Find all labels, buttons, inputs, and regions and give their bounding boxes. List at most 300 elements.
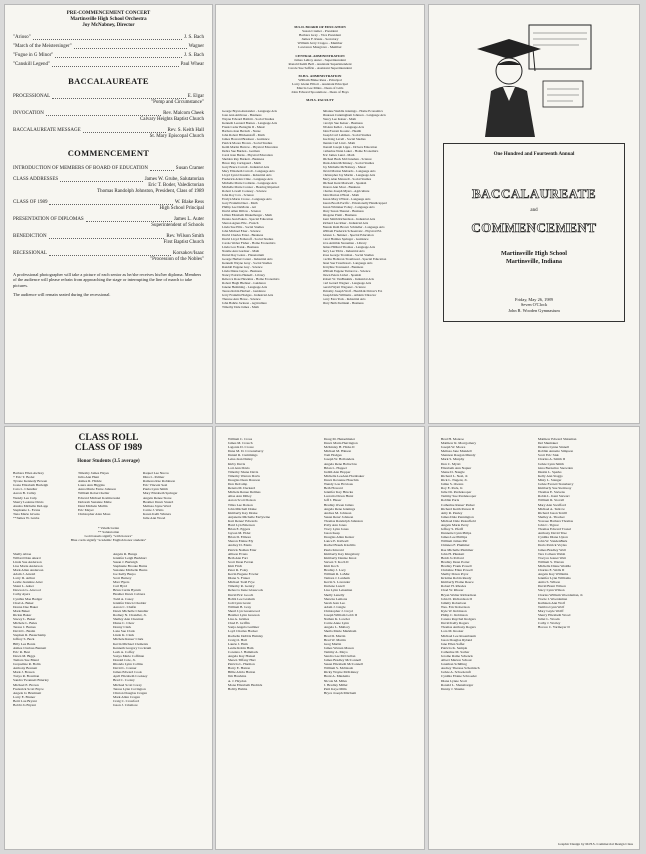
concert-piece-leader bbox=[52, 62, 179, 67]
cover-title-box bbox=[443, 143, 625, 322]
graduate-name: Kristine Robin Ready bbox=[440, 576, 472, 581]
graduate-name: Jennifer Kay Hrucka bbox=[323, 490, 353, 495]
graduate-name: Tara Colleen Walsh bbox=[537, 551, 566, 556]
graduate-name: Jerome Rame Schenck bbox=[440, 653, 473, 658]
graduate-name: Michele Renee' Clark bbox=[112, 637, 144, 642]
graduate-name: Michael Dale Pesterfield bbox=[440, 518, 476, 523]
graduate-name: Shelby Dawn Pryor bbox=[440, 572, 469, 577]
concert-list bbox=[13, 35, 204, 68]
graduate-name: Barry E. Hatton bbox=[227, 666, 251, 671]
concert-heading bbox=[13, 11, 204, 29]
faculty-member: George Bryan Alexander - Language Arts bbox=[222, 108, 277, 113]
graduate-name: Rodney N. Chandler, Jr. bbox=[112, 612, 147, 617]
event-detail-line: John R. Wooden Gymnasium bbox=[508, 307, 560, 313]
graduate-name: Brian D. Elmore bbox=[227, 535, 252, 540]
faculty-member: Jerry Franklin Hodges - Industrial Arts bbox=[222, 292, 274, 297]
graduate-name: Richard L. Neal, Jr. bbox=[440, 473, 469, 478]
graduate-name: Matthew Edward Shireman bbox=[537, 437, 577, 441]
graduate-name: Angela R. Bunge bbox=[112, 551, 138, 556]
orchestra-name: Martinsville High School Orchestra bbox=[70, 17, 147, 22]
commencement-row-leader bbox=[60, 177, 143, 182]
graduate-name: Billie Alicia Hatton bbox=[227, 670, 256, 675]
graduate-name: Patti Kaye Mills bbox=[323, 686, 347, 691]
graduate-name: Willard Dale Akard bbox=[13, 555, 41, 560]
graduate-name: Jane Ellen Saffer bbox=[440, 641, 465, 646]
graduate-name: Cynthia Elaine Schroeder bbox=[440, 674, 477, 679]
honor-student: Dina L. Palmer bbox=[142, 475, 165, 480]
graduate-name: Carena Ruychel Rodgers bbox=[440, 617, 476, 622]
commencement-row-label: INTRODUCTION OF MEMBERS OF BOARD OF EDUCATION bbox=[13, 166, 149, 171]
graduate-name: Darlene Lazell bbox=[323, 584, 345, 589]
graduate-name: Christine Ellen Powell bbox=[440, 568, 473, 572]
event-detail-line: Seven O'Clock bbox=[520, 302, 548, 308]
faculty-member: Mark Allen McKinney - Social Studies bbox=[322, 160, 375, 165]
graduate-name: Dana M. D. Crownsberry bbox=[227, 449, 264, 454]
graduate-name: Scott Dean Ferran bbox=[227, 559, 254, 564]
commencement-row-leader bbox=[49, 234, 165, 239]
graduate-name: Cynthia Diane Upton bbox=[537, 535, 568, 540]
graduate-name: Chad W. Rhorer bbox=[440, 588, 464, 593]
faculty-member: Carole Weber Fisher - Home Economics bbox=[222, 240, 276, 245]
graduate-name: Lisa A. Grimes bbox=[227, 617, 250, 622]
graduate-name: Marc Byers bbox=[112, 580, 130, 585]
graduate-name: Leisa Jean Dailey bbox=[227, 457, 253, 462]
graduate-name: Stephanie Brooke Burns bbox=[112, 563, 148, 568]
honor-student: Carrie J. Watts bbox=[142, 507, 164, 512]
faculty-heading: M.H.S. FACULTY bbox=[306, 98, 334, 103]
graduate-name: Kari Renee' Edwards bbox=[227, 518, 258, 523]
concert-piece bbox=[13, 53, 204, 59]
graduate-name: Kimberly Elaine Reece bbox=[440, 580, 474, 585]
graduate-name: Gina Bernalice Snowden bbox=[537, 465, 573, 470]
graduate-name: Leslie Robin Ham bbox=[227, 645, 254, 650]
baccalaureate-row-value: Rev. Malcom Cheek bbox=[163, 111, 204, 116]
faculty-member: Catherine Nann Luker - Home Economics bbox=[322, 148, 379, 153]
honor-student: Paula Lynn Smith bbox=[142, 487, 168, 492]
concert-piece-leader bbox=[74, 44, 187, 49]
graduate-name: Bryan Walter Richardson bbox=[440, 592, 477, 597]
graduate-name: Rebecca Irene Glasscock bbox=[227, 588, 264, 593]
honor-student: Wendy Lea Culp bbox=[13, 495, 37, 500]
faculty-member: Donald Joseph Lipps - Drivers Education bbox=[322, 144, 378, 149]
honor-student: Edward Michael Kominowski bbox=[77, 495, 121, 500]
graduate-name: Michelle Diane Weddle bbox=[537, 563, 571, 568]
graduate-name: Jim Hawkins bbox=[227, 674, 247, 679]
graduate-name: James Lee Phillips bbox=[440, 535, 468, 540]
graduate-name: Kyle W. Robinson bbox=[440, 608, 467, 613]
honor-student: Alesha Michelle DeLapp bbox=[13, 503, 49, 508]
honor-column bbox=[13, 471, 74, 520]
faculty-member: Brenda Ruth Brown Schindler - Language Arts bbox=[322, 224, 385, 229]
graduate-name: Tammy Sue Pardekooper bbox=[440, 494, 477, 499]
concert-piece bbox=[13, 44, 204, 50]
faculty-member: Rosa George Troxman - Social Studies bbox=[322, 252, 374, 257]
graduate-name: Tambra Lynn Wolf bbox=[537, 604, 565, 609]
graduate-name: Chinnea F. Plummer bbox=[440, 543, 470, 548]
graduate-name: Jackie Lynn Smith bbox=[537, 461, 564, 466]
graduate-name: Brian Curtis Byrum bbox=[112, 588, 141, 593]
graduate-name: Catherine M. Sarber bbox=[440, 649, 470, 654]
graduate-name: Tracyce Jeanet Watt bbox=[537, 555, 566, 560]
graduate-name: Robert H. Rhodes bbox=[440, 584, 467, 589]
graduate-name: Diana Lynne Scott bbox=[440, 678, 467, 683]
graduate-name: Thomas E. Stevens bbox=[537, 490, 565, 495]
graduate-name: Larry E. Bruner bbox=[13, 694, 36, 699]
honor-student: Raquel Lee Nucos bbox=[142, 471, 169, 475]
graduate-name: Kevin Michael Clements bbox=[112, 641, 148, 646]
graduate-name: Dustin L. Sparks bbox=[537, 469, 562, 474]
graduate-name: William S. Warren bbox=[537, 559, 564, 564]
cover-title-commencement: COMMENCEMENT bbox=[471, 220, 597, 235]
graduate-name: William C. Cross bbox=[227, 437, 253, 441]
honor-student: Timothy James Hayes bbox=[77, 471, 109, 475]
commencement-subline: "Procession of the Nobles" bbox=[150, 257, 204, 262]
graduate-name: Kim Fitch bbox=[227, 563, 243, 568]
graduate-name: Bradley Dean Porter bbox=[440, 559, 470, 564]
faculty-member: Carolyn Sue Keiser - Business bbox=[322, 120, 363, 125]
faculty-member: David Marion Mebards - Language Arts bbox=[322, 168, 376, 173]
mortarboard-icon bbox=[477, 39, 541, 59]
graduate-name: Juliet L. Woods bbox=[537, 617, 560, 622]
graduate-name: Angela Kay Hansel bbox=[227, 653, 256, 658]
graduate-name: Tracy Lynn Jones bbox=[323, 527, 349, 532]
cover-panel bbox=[428, 4, 640, 424]
graduate-name: Julie Di. Pardekooper bbox=[440, 490, 472, 495]
faculty-member: Linda Lou Frank - Business bbox=[222, 244, 259, 249]
baccalaureate-row-label: BACCALAUREATE MESSAGE bbox=[13, 128, 81, 133]
faculty-member: John Marion O'Neal - Math bbox=[322, 192, 359, 197]
graduate-name: Todd A. Casey bbox=[112, 596, 134, 601]
graduate-name: Richard Keith Parson II bbox=[440, 506, 475, 511]
graduate-name: Don C. Myrzi bbox=[440, 461, 461, 466]
commencement-item bbox=[13, 251, 204, 263]
board-member: Susan Cramer - President bbox=[302, 29, 338, 34]
graduate-name: Craig O. Hall bbox=[227, 637, 247, 642]
graduate-name: Heidi Jo Pollard bbox=[440, 555, 464, 560]
graduate-name: Jackie Everett Stansberry bbox=[537, 482, 574, 487]
honor-student: Julie Ann Wood bbox=[142, 516, 166, 521]
graduate-name: Lana Sue Clark bbox=[112, 629, 135, 634]
graduate-illustration bbox=[469, 19, 599, 137]
graduate-name: Rachel Bourk Kischlis bbox=[323, 543, 356, 548]
graduate-name: Lisa Lynn Leissman bbox=[323, 588, 353, 593]
graduate-name: Jeff J. Huser bbox=[323, 498, 342, 503]
graduate-name: Brad H. Monroe bbox=[440, 437, 464, 441]
graduate-name: Angela Rene Jennings bbox=[323, 506, 356, 511]
graduate-name: Leah A. Coffey bbox=[112, 649, 135, 654]
graduate-name: Greg Martin bbox=[323, 641, 342, 646]
graduate-name: Joseph W. Hollanders bbox=[323, 457, 355, 462]
baccalaureate-row-label: INVOCATION bbox=[13, 111, 44, 116]
graduate-name: Michele Renee Delmas bbox=[227, 490, 261, 495]
concert-piece-label: "March of the Meistersinger" bbox=[13, 44, 72, 49]
graduate-name: Jodi Lynn Grant bbox=[227, 600, 251, 605]
graduate-name: Sherry Elizabeth Wood bbox=[537, 613, 571, 618]
graduate-name: Scott Buttery bbox=[112, 576, 132, 581]
graduate-name: Del Shumaker bbox=[537, 441, 558, 446]
graduate-name: Kim Koch bbox=[323, 563, 339, 568]
graduate-name: Eric R. Best bbox=[13, 649, 31, 654]
honor-student: Mary Elizabeth Springer bbox=[142, 491, 178, 496]
graduate-name: Heather Lynn Greeson bbox=[227, 613, 260, 618]
graduate-name: Kathleen Ann Wolf bbox=[537, 600, 565, 605]
commencement-subline: Thomas Randolph Johnston, President, Class of 1989 bbox=[97, 189, 204, 194]
graduate-name: Sheila Marie Markham bbox=[323, 629, 357, 634]
faculty-member: Michelle Marie Connor - Hearing Impaired bbox=[222, 184, 280, 189]
faculty-member: Phillip Lee DeMotte - Art bbox=[222, 204, 257, 209]
faculty-member: Darrel Ray Goins - Planetarium bbox=[222, 252, 264, 257]
graduate-name: David Kelly Rogers bbox=[440, 621, 469, 626]
faculty-member: Sharon Ann Most - Business bbox=[322, 184, 361, 189]
board-list bbox=[224, 29, 416, 49]
graduate-name: Daniel R. Cummings bbox=[227, 453, 258, 458]
graduate-name: David Brent Wilson bbox=[537, 584, 566, 589]
graduate-name: Melissa Jane Mundell bbox=[440, 449, 472, 454]
graduate-name: Nathan K. Lowder bbox=[323, 617, 350, 622]
graduate-name: Michael E. Brown bbox=[13, 682, 39, 687]
graduate-name: Jacqueline R. Bolin bbox=[13, 662, 41, 667]
graduate-roll-3 bbox=[437, 437, 631, 691]
faculty-member: Mary Elizabeth Carroll - Language Arts bbox=[222, 168, 275, 173]
photographer-notice: A professional photographer will take a picture of each senior as he/she receives his/her diploma. Members of the audience will please refrain from approaching the stage or interrupting the line of march to take pictures. bbox=[13, 272, 202, 288]
commencement-row-label: RECESSIONAL bbox=[13, 251, 47, 256]
graduate-name: Deanna Lynne Sinnell bbox=[537, 445, 569, 450]
faculty-member: Robert Lowell Cooksey - Science bbox=[222, 188, 267, 193]
faculty-member: Michael Buck McClanahan - Science bbox=[322, 156, 372, 161]
graduate-name: Betti Lou Bryant bbox=[13, 698, 37, 703]
graduate-name: Judith Ann Hopper bbox=[323, 469, 351, 474]
faculty-member: Larry Ezra York - Industrial Arts bbox=[322, 296, 366, 301]
faculty-member: Sharon Agnes Elle - French bbox=[222, 220, 259, 225]
graduate-name: Timothy R. Gentry bbox=[227, 584, 255, 589]
baccalaureate-subline: "Pomp and Circumstance" bbox=[151, 100, 204, 105]
graduate-name: Aimee Clarissa Bennett bbox=[13, 645, 47, 650]
graduate-name: Horace C. Yarmeyer II bbox=[537, 625, 570, 630]
faculty-member: Linda Sue Ellis - Social Studies bbox=[222, 224, 264, 229]
faculty-list bbox=[216, 109, 424, 309]
graduate-name: David L. Bastin bbox=[13, 629, 36, 634]
graduate-name: Susan Rene' Johnson bbox=[323, 514, 354, 519]
faculty-member: John Roy Cox - Science bbox=[222, 192, 254, 197]
graduate-name: Peter R. Foley bbox=[227, 568, 248, 572]
graduate-name: Lucretia Dawn Hurst bbox=[323, 494, 354, 499]
graduate-name: Jamie S. Owens bbox=[440, 482, 464, 487]
diploma-scroll-icon bbox=[529, 25, 591, 69]
graduate-name: Michael A. Tedrow bbox=[537, 506, 565, 511]
board-member: Lawrence Musgrave - Member bbox=[298, 45, 342, 50]
legend-line: Blue cords signify "academic English honor students" bbox=[70, 538, 147, 543]
faculty-member: Michelle Marie Coddens - Language Arts bbox=[222, 180, 277, 185]
mhs-admin-heading: M.H.S. ADMINISTRATION bbox=[298, 73, 342, 78]
graduate-name: Bradley J. Lacy bbox=[323, 568, 346, 572]
graduate-name: Jennifer Leigh Burkhart bbox=[112, 555, 147, 560]
honor-student: Aimee R. Hickle bbox=[77, 479, 102, 484]
graduate-name: Aaron C. Chafin bbox=[112, 604, 137, 609]
graduate-name: Sonya Marie Coffman bbox=[112, 653, 145, 658]
faculty-member: Dawn Peters Uebel - Spanish bbox=[322, 272, 362, 277]
graduate-name: Michael Lee Rosenbaum bbox=[440, 633, 476, 638]
faculty-member: Randall Eugene Guy - Science bbox=[222, 264, 263, 269]
faculty-member: Susan Mary O'Neal - Language Arts bbox=[322, 196, 371, 201]
honor-student: Cara L. Chandler bbox=[13, 487, 38, 492]
commencement-item bbox=[13, 166, 204, 172]
honor-student: Laura Ann Higgins bbox=[77, 483, 105, 488]
graduate-roll bbox=[13, 552, 204, 708]
commencement-subline: First Baptist Church bbox=[163, 240, 204, 245]
graduate-name: Anthony David True bbox=[537, 531, 567, 536]
honor-student: Tyrone Kennedy Bowen bbox=[13, 479, 48, 484]
graduate-name: Bobbi Jo Bryant bbox=[13, 702, 36, 707]
faculty-member: Lloyd Lynn Chastain - Industrial Arts bbox=[222, 172, 272, 177]
honor-student: Ramona Rae Robinson bbox=[142, 479, 176, 484]
graduate-name: Audrey Therese Schomisch bbox=[440, 666, 480, 671]
graduate-name: William R. Stovall bbox=[537, 498, 565, 503]
graduate-name: Paula Kincaid bbox=[323, 547, 344, 552]
faculty-member: Therese Ann Howe - Science bbox=[222, 296, 261, 301]
commencement-heading: COMMENCEMENT bbox=[67, 148, 150, 158]
graduate-name: Andrey D. Ennis bbox=[227, 543, 252, 548]
faculty-member: Timothy Joseph Wolf - Health & Driver's Ed. bbox=[322, 288, 383, 293]
admin-member: James LeRoy Auter - Superintendent bbox=[294, 57, 346, 62]
graduate-name: Sandra Lee McClellan bbox=[323, 653, 356, 658]
graduate-name: Anjanette Michelle Earlywine bbox=[227, 514, 271, 519]
graduate-name: Lance E. Kidwell bbox=[323, 539, 349, 544]
graduate-name: Shannon Raegan Mundy bbox=[440, 453, 476, 458]
graduate-name: Dawn Roxanne Houchin bbox=[323, 477, 359, 482]
faculty-member: Debra Sue Burden - German bbox=[222, 148, 260, 153]
faculty-member: Joseph Carl Lehman - Social Studies bbox=[322, 132, 372, 137]
graduate-name: Jason Douglas Ryland bbox=[440, 637, 473, 642]
graduate-name: Charles E. Wells II bbox=[537, 568, 565, 572]
graduate-name: Robin L. Kent Stewart bbox=[537, 494, 570, 499]
graduate-name: Brad C. Cooley bbox=[112, 678, 135, 683]
graduate-name: Mark J. Bowen bbox=[13, 670, 35, 675]
central-admin-list bbox=[224, 58, 416, 70]
graduate-name: Donny Clark bbox=[112, 625, 132, 630]
faculty-member: Michael Kent Maxwell - Spanish bbox=[322, 180, 367, 185]
graduate-name: Rachelle DeDris Hainley bbox=[227, 633, 264, 638]
graduate-name: Angela Jo Brumnett bbox=[13, 690, 42, 695]
faculty-member: Lillian Elizabeth Dinkelberger - Math bbox=[222, 212, 272, 217]
graduate-name: Shelley A. Thacker bbox=[537, 514, 565, 519]
graduate-name: Mark Baker bbox=[13, 608, 30, 613]
graduate-name: Thomas Anthony Rogers bbox=[440, 625, 476, 630]
graduate-name: Bryce Joseph Mitchem bbox=[323, 690, 357, 695]
graduate-name: Patricia K. Sample bbox=[440, 645, 468, 650]
graduate-name: Brent A. Miedema bbox=[323, 674, 350, 679]
graduate-name: Don DeCamp bbox=[227, 482, 248, 487]
graduate-name: Misty L. Stanger bbox=[537, 477, 562, 482]
graduate-name: Tom Hodges bbox=[323, 453, 342, 458]
graduate-name: Joe Kelly Burpo bbox=[112, 571, 136, 576]
graduate-name: Robbin Annette Simpson bbox=[537, 449, 574, 454]
honor-column bbox=[78, 471, 139, 520]
honor-student: Eric Vincent Seal bbox=[142, 483, 168, 488]
commencement-row-value: Susan Cramer bbox=[175, 166, 204, 171]
graduate-name: Angela Kay Williams bbox=[537, 572, 569, 577]
graduate-name: Shelley Ann Chestnut bbox=[112, 617, 144, 621]
mhs-admin-member: William Blake Ress - Principal bbox=[298, 78, 342, 83]
faculty-member: Nancy Patricia Haskell - Library bbox=[222, 272, 266, 277]
graduate-name: Diane C. Chew bbox=[112, 621, 135, 626]
faculty-member: Robert Hugh Hiebner - Guidance bbox=[222, 280, 266, 285]
graduate-name: Mary Gayle Wolff bbox=[537, 608, 564, 613]
graduate-name: Beth Ann Farr bbox=[227, 555, 248, 560]
graduate-name: John D. Richardson II bbox=[440, 596, 472, 601]
graduate-name: Bobbi Lee Graham bbox=[227, 596, 255, 601]
graduate-name: Clinton Douglas Cragen bbox=[112, 690, 147, 695]
baccalaureate-subline: St. Mary Episcopal Church bbox=[149, 134, 204, 139]
honor-student: Barbara Ellen Awbrey bbox=[13, 471, 44, 475]
commencement-row-label: CLASS ADDRESSES bbox=[13, 177, 59, 182]
graduate-name: Kimberly Sue Steinway bbox=[537, 486, 572, 491]
commencement-row-label: PRESENTATION OF DIPLOMAS bbox=[13, 217, 84, 222]
faculty-member: Sheldon Ray Burkett - Business bbox=[222, 156, 265, 161]
graduate-name: Joseph William Lobb II bbox=[323, 613, 357, 618]
graduate-name: Danny J. Shanks bbox=[440, 686, 465, 691]
faculty-member: Joseph Dale Williams - Athletic Director bbox=[322, 292, 377, 297]
honor-student: Melissa Jayne Ward bbox=[142, 503, 171, 508]
graduate-name: Cathy Ayers bbox=[13, 592, 31, 597]
graduate-name: Elizabeth Ann Napier bbox=[440, 465, 472, 470]
faculty-member: Imogene Pruitt - Business bbox=[322, 212, 357, 217]
graduate-name: Teresa J. Barnes bbox=[13, 625, 36, 630]
faculty-member: Carl Gerard Wagner - Language Arts bbox=[322, 280, 372, 285]
faculty-member: Wayne Edward Babbitt - Social Studies bbox=[222, 116, 275, 121]
graduate-name: Donna Dee Baker bbox=[13, 604, 39, 609]
honor-student: Dani Michele Mullin bbox=[77, 503, 108, 508]
graduate-name: Stacy Lynn Wilson bbox=[537, 588, 565, 593]
faculty-member: Terryline Townsend - Business bbox=[322, 264, 364, 269]
graduate-name: Thomas Randolph Johnston bbox=[323, 518, 363, 523]
graduate-name: Frederick Scott Bryce bbox=[13, 686, 44, 691]
commencement-row-value: Rev. Wilson Smith bbox=[166, 234, 204, 239]
graduate-name: Yowaee Barbara Thomas bbox=[537, 518, 574, 523]
faculty-member: Julianne Weddle Jennings - Home Economics bbox=[322, 108, 383, 113]
graduate-name: Ricky Wayne McKinney bbox=[323, 670, 359, 675]
graduate-name: Catherine Renee' Parker bbox=[440, 502, 475, 507]
concert-piece-leader bbox=[33, 35, 182, 40]
graduate-name: Douglas Allen Keizer bbox=[323, 535, 355, 540]
baccalaureate-heading: BACCALAUREATE bbox=[68, 76, 149, 86]
baccalaureate-program bbox=[13, 94, 204, 140]
class-roll-panel-3 bbox=[428, 426, 640, 850]
graduate-name: Wes. Eric Robertson bbox=[440, 604, 470, 609]
commencement-subline: Eric T. Boder, Valedictorian bbox=[148, 183, 204, 188]
graduate-name: Sharon Elaine Ely bbox=[227, 539, 254, 544]
graduate-name: Adam J. Lingle bbox=[323, 604, 346, 609]
honor-heading: Honor Students (3.5 average) bbox=[77, 459, 140, 464]
graduate-name: Harri Lyn Emerson bbox=[227, 522, 255, 527]
board-heading: M.S.D. BOARD OF EDUCATION bbox=[294, 25, 346, 29]
graduate-name: John W. VandenBerk bbox=[537, 539, 568, 544]
graduate-roll-2 bbox=[224, 437, 416, 695]
graduate-name: Robbin Paris bbox=[440, 498, 460, 503]
honor-student: Julia Ann Hunt bbox=[77, 475, 100, 480]
honor-student: Aaron B. Culley bbox=[13, 491, 37, 496]
administration-panel bbox=[215, 4, 425, 424]
graduate-name: Linda K. Clark bbox=[112, 633, 135, 638]
faculty-member: Kenneth Wayne Gray - Social Studies bbox=[222, 260, 272, 265]
faculty-member: Jerry Lee Tibbs - Industrial Arts bbox=[322, 248, 365, 253]
graduate-name: Chad E. Griffin bbox=[227, 621, 250, 626]
event-detail-line: Friday, May 26, 1989 bbox=[515, 297, 553, 302]
graduate-name: Michael Scott Corey bbox=[112, 682, 142, 687]
legend-line: Gold tassels signify "with honors" bbox=[84, 534, 133, 539]
graduate-name: Michael Todd Frye bbox=[227, 580, 255, 585]
graduate-name: Aaron Scott Dotson bbox=[227, 498, 256, 503]
graduate-name: Cathy J. Worley bbox=[537, 621, 561, 626]
